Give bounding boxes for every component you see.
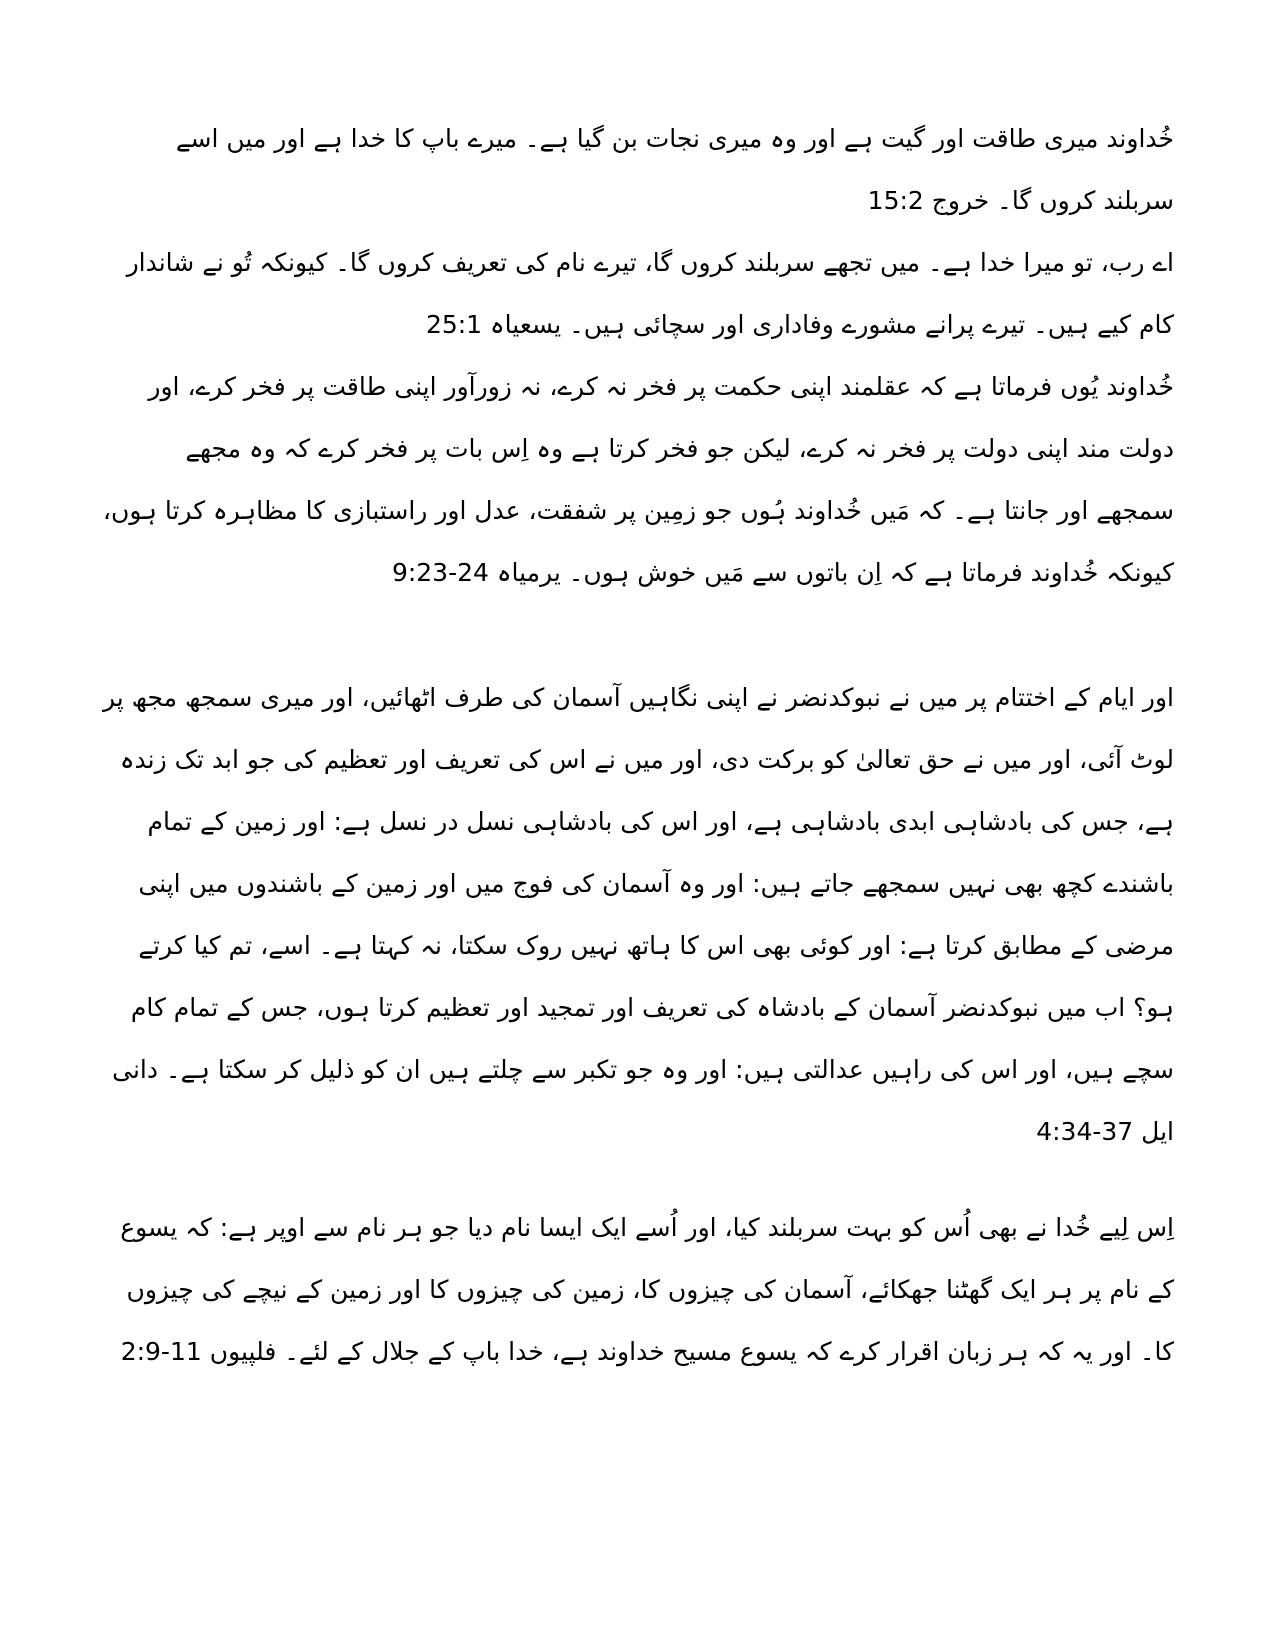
verse-jeremiah-9-23-24: خُداوند یُوں فرماتا ہے کہ عقلمند اپنی حکمت پر فخر نہ کرے، نہ زورآور اپنی طاقت پر فخر کرے، اور دولت مند اپنی دولت پر فخر نہ کرے، لیکن جو فخر کرتا ہے وہ اِس بات پر فخر کرے کہ وہ مجھے سمجھے اور جانتا ہے۔ کہ مَیں خُداوند ہُوں جو زمِین پر شفقت، عدل اور راستبازی کا مظاہرہ کرتا ہوں، کیونکہ خُداوند فرماتا ہے کہ اِن باتوں سے مَیں خوش ہوں۔ یرمیاہ 24-9:23 xyxy=(102,372,1174,587)
document-page xyxy=(100,108,1174,1383)
section-spacer xyxy=(100,1163,1174,1197)
verse-daniel-4-34-37: اور ایام کے اختتام پر میں نے نبوکدنضر نے اپنی نگاہیں آسمان کی طرف اٹھائیں، اور میری سمجھ مجھ پر لوٹ آئی، اور میں نے حق تعالیٰ کو برکت دی، اور میں نے اس کی تعریف اور تعظیم کی جو ابد تک زندہ ہے، جس کی بادشاہی ابدی بادشاہی ہے، اور اس کی بادشاہی نسل در نسل ہے: اور زمین کے تمام باشندے کچھ بھی نہیں سمجھے جاتے ہیں: اور وہ آسمان کی فوج میں اور زمین کے باشندوں میں اپنی مرضی کے مطابق کرتا ہے: اور کوئی بھی اس کا ہاتھ نہیں روک سکتا، نہ کہتا ہے۔ اسے، تم کیا کرتے ہو؟ اب میں نبوکدنضر آسمان کے بادشاہ کی تعریف اور تمجید اور تعظیم کرتا ہوں، جس کے تمام کام سچے ہیں، اور اس کی راہیں عدالتی ہیں: اور وہ جو تکبر سے چلتے ہیں ان کو ذلیل کر سکتا ہے۔ دانی ایل 37-4:34 xyxy=(102,683,1174,1146)
verse-isaiah-25-1: اے رب، تو میرا خدا ہے۔ میں تجھے سربلند کروں گا، تیرے نام کی تعریف کروں گا۔ کیونکہ تُو نے شاندار کام کیے ہیں۔ تیرے پرانے مشورے وفاداری اور سچائی ہیں۔ یسعیاہ 25:1 xyxy=(126,248,1174,339)
verse-exodus-15-2: خُداوند میری طاقت اور گیت ہے اور وہ میری نجات بن گیا ہے۔ میرے باپ کا خدا ہے اور میں اسے سربلند کروں گا۔ خروج 15:2 xyxy=(175,124,1174,215)
verse-philippians-2-9-11: اِس لِیے خُدا نے بھی اُس کو بہت سربلند کیا، اور اُسے ایک ایسا نام دیا جو ہر نام سے اوپر ہے: کہ یسوع کے نام پر ہر ایک گھٹنا جھکائے، آسمان کی چیزوں کا، زمین کی چیزوں کا اور زمین کے نیچے کی چیزوں کا۔ اور یہ کہ ہر زبان اقرار کرے کہ یسوع مسیح خداوند ہے، خدا باپ کے جلال کے لئے۔ فلپیوں 11-2:9 xyxy=(120,1213,1174,1366)
verse-group-1 xyxy=(100,108,1174,604)
verse-group-2 xyxy=(100,667,1174,1163)
section-spacer xyxy=(100,604,1174,667)
verse-group-3 xyxy=(100,1197,1174,1383)
